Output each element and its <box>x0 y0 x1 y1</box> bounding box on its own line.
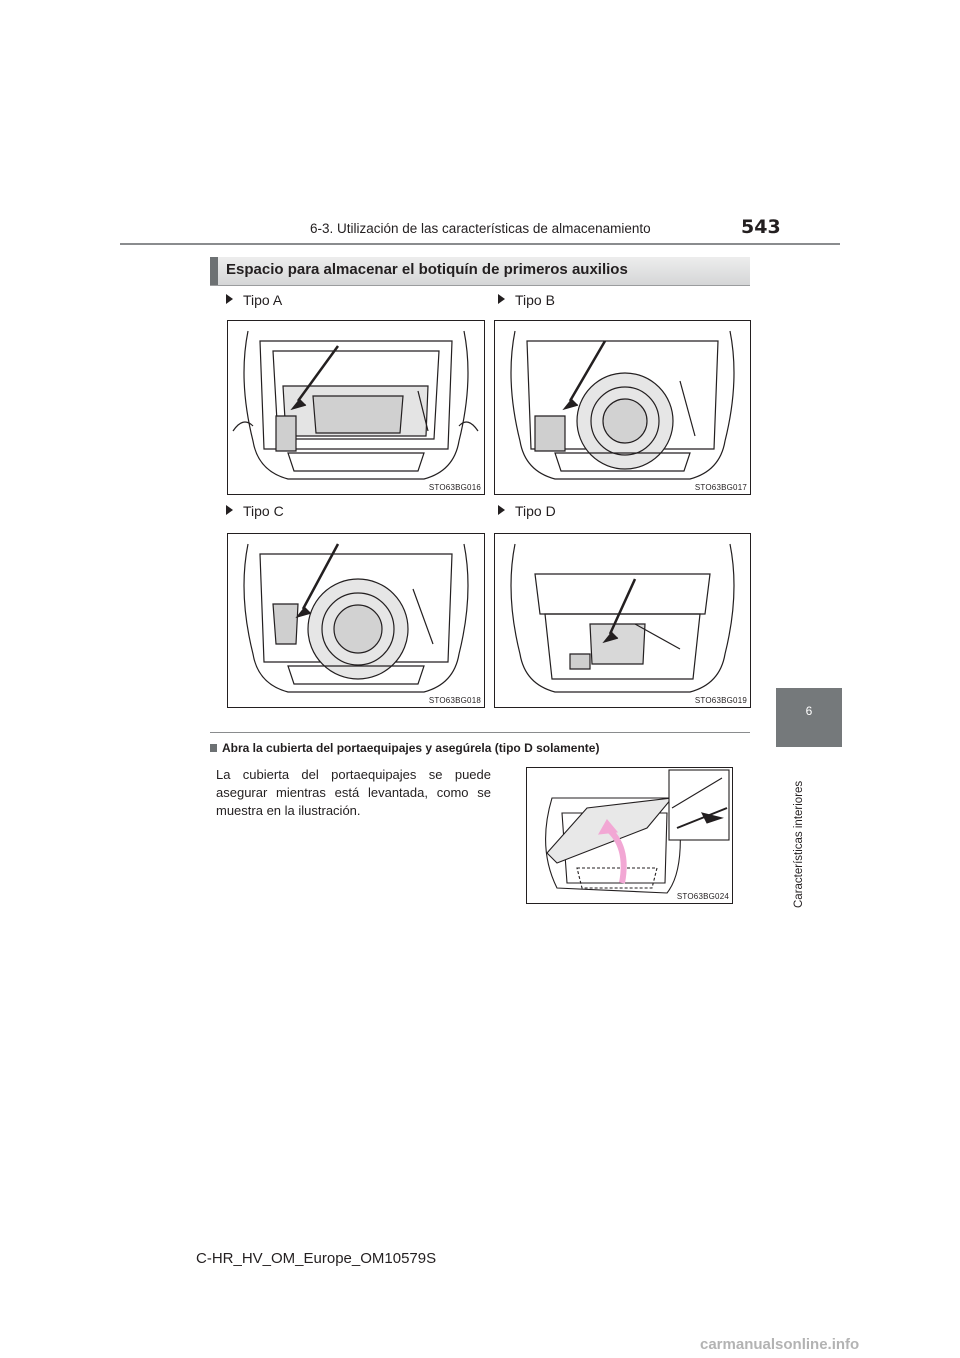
chapter-label <box>790 760 810 910</box>
footer-document-id: C-HR_HV_OM_Europe_OM10579S <box>196 1250 437 1267</box>
figure-type-d <box>494 533 751 708</box>
triangle-bullet-icon <box>226 505 233 515</box>
trunk-illustration-c <box>228 534 484 707</box>
square-bullet-icon <box>210 744 217 752</box>
figure-type-a <box>227 320 485 495</box>
triangle-bullet-icon <box>226 294 233 304</box>
header-rule <box>120 243 840 245</box>
trunk-illustration-d <box>495 534 750 707</box>
subsection-body: La cubierta del portaequipajes se puede asegurar mientras está levantada, como se muestra en la ilustración. <box>216 767 491 818</box>
chapter-number: 6 <box>805 704 813 718</box>
trunk-illustration-a <box>228 321 484 494</box>
type-b-label <box>498 292 555 308</box>
section-heading: Espacio para almacenar el botiquín de primeros auxilios <box>226 261 628 278</box>
figure-type-c <box>227 533 485 708</box>
section-divider <box>210 732 750 733</box>
type-a-text: Tipo A <box>243 292 283 308</box>
type-d-label <box>498 503 556 519</box>
page-number: 543 <box>741 216 781 238</box>
cover-illustration <box>527 768 732 903</box>
trunk-illustration-b <box>495 321 750 494</box>
watermark: carmanualsonline.info <box>700 1336 860 1353</box>
type-c-label <box>226 503 284 519</box>
subsection-heading <box>210 741 599 755</box>
triangle-bullet-icon <box>498 505 505 515</box>
type-d-text: Tipo D <box>515 503 556 519</box>
subsection-heading-text: Abra la cubierta del portaequipajes y asegúrela (tipo D solamente) <box>222 741 600 755</box>
type-c-text: Tipo C <box>243 503 284 519</box>
type-b-text: Tipo B <box>515 292 555 308</box>
header-title: 6-3. Utilización de las características de almacenamiento <box>310 221 651 236</box>
triangle-bullet-icon <box>498 294 505 304</box>
type-a-label <box>226 292 282 308</box>
figure-code-a: STO63BG016 <box>428 483 481 492</box>
figure-code-c: STO63BG018 <box>428 696 481 705</box>
figure-code-cover: STO63BG024 <box>676 892 729 901</box>
figure-code-b: STO63BG017 <box>694 483 747 492</box>
figure-code-d: STO63BG019 <box>694 696 747 705</box>
figure-cover <box>526 767 733 904</box>
figure-type-b <box>494 320 751 495</box>
chapter-label-text: Características interiores <box>793 780 805 908</box>
section-heading-bar <box>210 257 218 285</box>
